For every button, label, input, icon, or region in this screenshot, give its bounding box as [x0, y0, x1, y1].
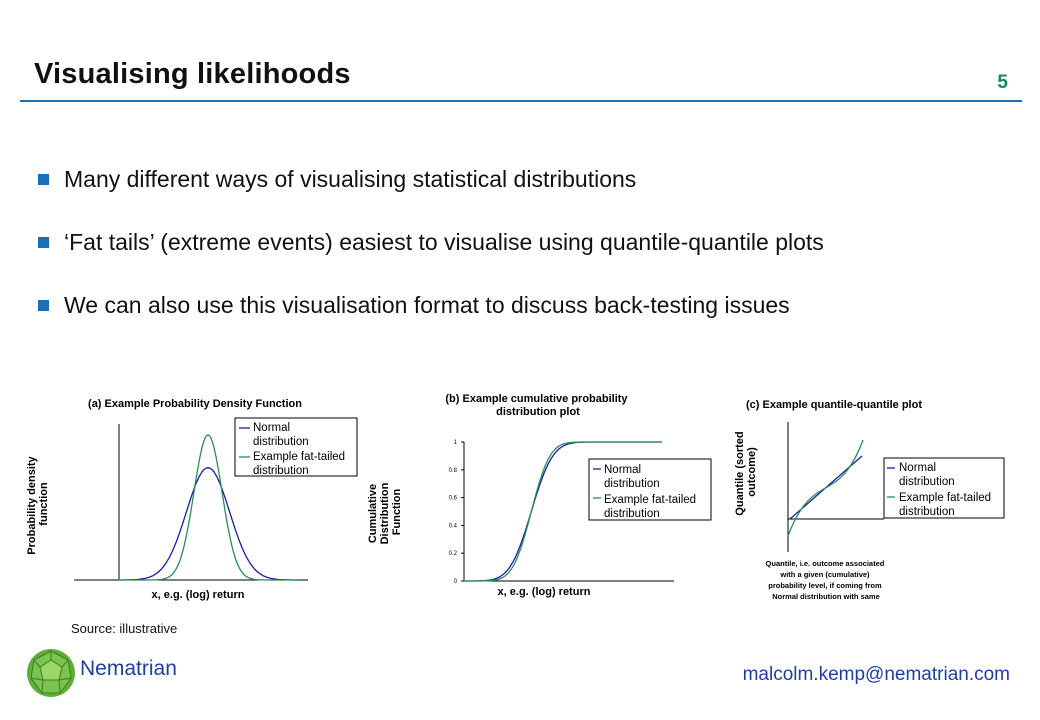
chart-c-y-label-line1: Quantile (sorted [734, 431, 746, 516]
source-note: Source: illustrative [71, 621, 178, 636]
bullet-text: Many different ways of visualising statistical distributions [64, 166, 637, 192]
chart-a-legend-label-normal: Normal distribution [253, 422, 309, 448]
chart-a-legend-label-fat: Example fat-tailed distribution [253, 451, 346, 477]
chart-b-x-label: x, e.g. (log) return [497, 586, 591, 598]
chart-a-y-label-line2: function [38, 482, 50, 526]
chart-a-x-label: x, e.g. (log) return [151, 589, 245, 601]
chart-b-y-ticks [449, 440, 464, 585]
chart-b-legend-label-fat: Example fat-tailed distribution [604, 494, 697, 520]
chart-c-x-label-line3: probability level, if coming from [768, 581, 882, 590]
bullet-item [38, 166, 824, 229]
bullet-text: We can also use this visualisation format to discuss back-testing issues [64, 292, 790, 318]
chart-b-y-label-line2: Distribution [379, 482, 391, 545]
chart-b-title-line2: distribution plot [496, 406, 580, 418]
contact-email[interactable]: malcolm.kemp@nematrian.com [742, 664, 1010, 685]
bullet-square-icon [38, 237, 49, 248]
chart-a-pdf [18, 388, 368, 608]
brand-name: Nematrian [80, 657, 177, 680]
chart-b-y-label [367, 480, 403, 545]
bullet-square-icon [38, 174, 49, 185]
chart-c-series-fat-tailed [788, 440, 863, 536]
bullet-square-icon [38, 300, 49, 311]
chart-b-y-tick-label: 0 [453, 579, 457, 585]
bullet-item [38, 229, 824, 292]
chart-b-y-tick-label: 0.2 [448, 551, 457, 558]
chart-c-y-label-line2: outcome) [746, 447, 758, 497]
chart-c-x-label-line1: Quantile, i.e. outcome associated [765, 559, 885, 568]
chart-c-x-label-line2: with a given (cumulative) [780, 570, 870, 579]
chart-b-y-tick-label: 1 [453, 440, 457, 446]
chart-a-title: (a) Example Probability Density Function [88, 398, 302, 410]
chart-b-y-label-line1: Cumulative [367, 483, 379, 544]
chart-c-legend-label-fat: Example fat-tailed distribution [899, 492, 992, 518]
slide-title: Visualising likelihoods [34, 58, 351, 90]
bullet-list [38, 166, 824, 355]
chart-c-x-label [766, 559, 887, 601]
chart-a-y-label [26, 453, 50, 554]
page-number: 5 [997, 72, 1008, 93]
chart-b-legend-label-normal: Normal distribution [604, 464, 660, 490]
nematrian-logo-icon [24, 646, 78, 700]
chart-b-y-tick-label: 0.4 [448, 523, 457, 530]
chart-c-title: (c) Example quantile-quantile plot [745, 399, 923, 411]
chart-a-series-normal [118, 468, 298, 580]
chart-c-y-label [734, 428, 758, 515]
chart-b-cdf [360, 388, 720, 608]
chart-b-y-tick-label: 0.6 [448, 495, 457, 502]
title-divider [20, 100, 1022, 102]
chart-c-x-label-line4: Normal distribution with same [772, 592, 880, 601]
chart-c-legend-label-normal: Normal distribution [899, 462, 955, 488]
bullet-text: ‘Fat tails’ (extreme events) easiest to visualise using quantile-quantile plots [64, 229, 824, 255]
chart-b-title-line1: (b) Example cumulative probability [445, 393, 628, 405]
chart-c-qq [712, 388, 1022, 610]
chart-b-y-tick-label: 0.8 [448, 467, 457, 474]
bullet-item [38, 292, 824, 355]
chart-a-y-label-line1: Probability density [26, 456, 38, 555]
chart-b-title [445, 393, 630, 418]
chart-b-y-label-line3: Function [391, 488, 403, 536]
